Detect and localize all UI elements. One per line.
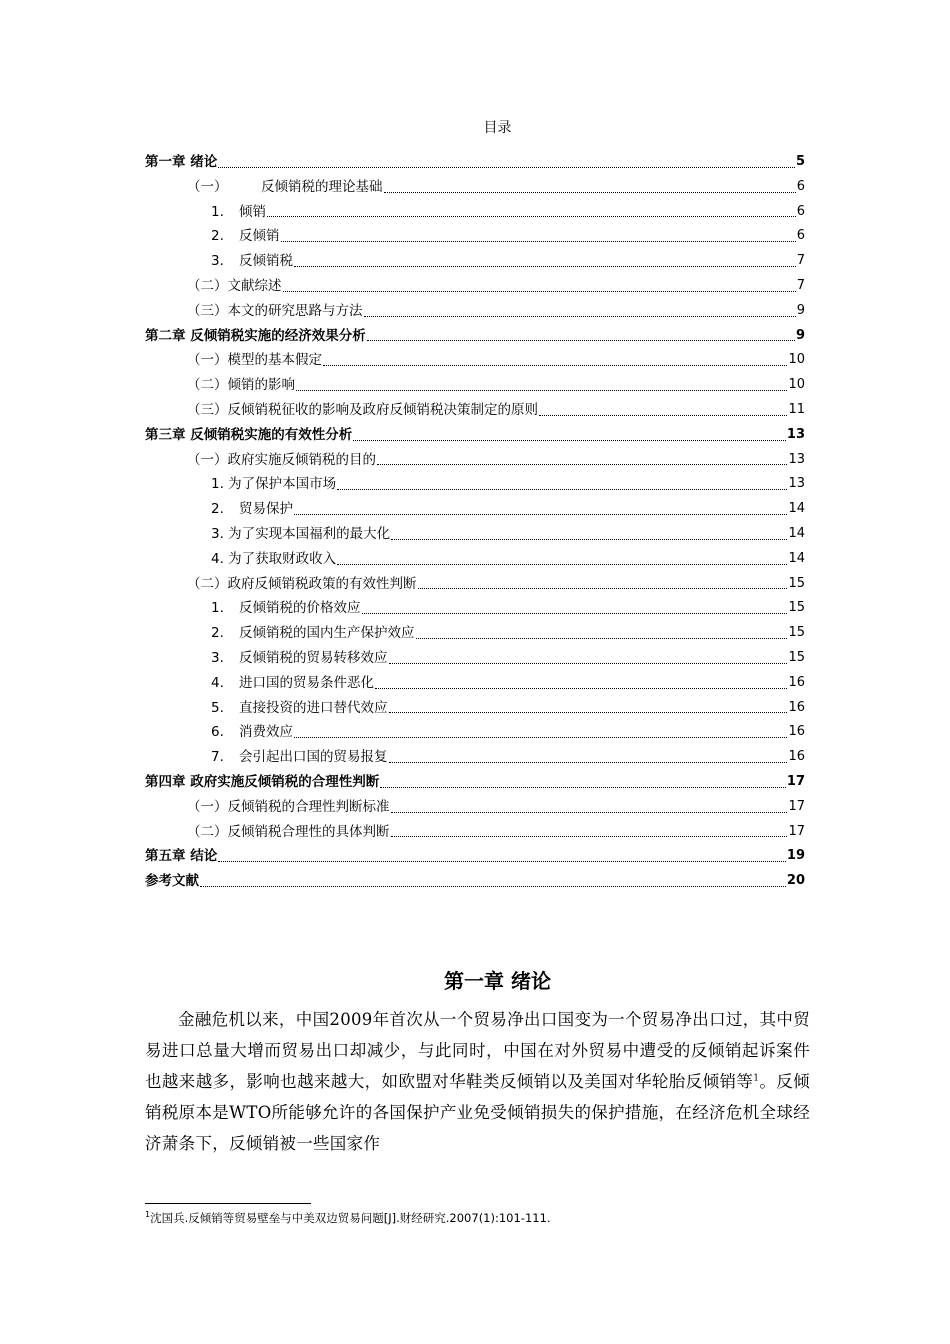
toc-entry-label: 第五章 结论 <box>145 848 218 865</box>
toc-entry-section[interactable] <box>145 398 805 423</box>
toc-entry-label: 第四章 政府实施反倾销税的合理性判断 <box>145 773 380 790</box>
toc-leader-dots <box>375 688 787 689</box>
toc-leader-dots <box>294 737 787 738</box>
toc-entry-subsection[interactable] <box>145 720 805 745</box>
toc-page-number: 7 <box>796 253 805 269</box>
toc-entry-number: 5. <box>211 699 224 716</box>
toc-page-number: 13 <box>788 476 805 492</box>
toc-entry-subsection[interactable] <box>145 596 805 621</box>
toc-leader-dots <box>200 886 786 887</box>
toc-entry-subsection[interactable] <box>145 249 805 274</box>
toc-entry-number: 3. <box>211 253 224 270</box>
toc-leader-dots <box>218 167 795 168</box>
footnote-separator <box>145 1203 311 1204</box>
toc-page-number: 17 <box>788 823 805 839</box>
toc-entry-number: 3. <box>211 649 224 666</box>
toc-page-number: 15 <box>788 625 805 641</box>
toc-leader-dots <box>377 464 787 465</box>
toc-leader-dots <box>391 812 788 813</box>
toc-page-number: 6 <box>796 178 805 194</box>
toc-leader-dots <box>353 440 786 441</box>
chapter-heading: 第一章 绪论 <box>444 969 551 993</box>
toc-page-number: 7 <box>796 277 805 293</box>
footnote-text: 沈国兵.反倾销等贸易壁垒与中美双边贸易问题[J].财经研究.2007(1):101-111. <box>150 1211 551 1225</box>
toc-page-number: 15 <box>788 649 805 665</box>
toc-entry-label: （二）倾销的影响 <box>187 377 295 394</box>
toc-page-number: 13 <box>786 426 805 442</box>
toc-entry-label: 参考文献 <box>145 873 199 890</box>
toc-entry-label: 反倾销税 <box>239 253 293 270</box>
toc-page-number: 9 <box>795 327 805 343</box>
toc-entry-section[interactable] <box>145 175 805 200</box>
footnote-reference[interactable]: 1 <box>753 1073 760 1084</box>
toc-leader-dots <box>294 266 796 267</box>
toc-leader-dots <box>281 241 796 242</box>
toc-page-number: 17 <box>786 773 805 789</box>
toc-entry-label: 1. 为了保护本国市场 <box>211 476 337 493</box>
toc-page-number: 16 <box>788 724 805 740</box>
toc-entry-chapter-1[interactable] <box>145 150 805 175</box>
toc-entry-subsection[interactable] <box>145 745 805 770</box>
toc-entry-label: 第三章 反倾销税实施的有效性分析 <box>145 426 353 443</box>
toc-entry-label: 进口国的贸易条件恶化 <box>239 674 374 691</box>
toc-entry-section[interactable] <box>145 299 805 324</box>
toc-entry-label: 会引起出口国的贸易报复 <box>239 749 388 766</box>
toc-leader-dots <box>337 489 787 490</box>
toc-page-number: 14 <box>788 550 805 566</box>
toc-leader-dots <box>364 316 796 317</box>
toc-entry-label: 3. 为了实现本国福利的最大化 <box>211 525 391 542</box>
toc-page-number: 11 <box>788 401 805 417</box>
toc-leader-dots <box>384 192 796 193</box>
toc-leader-dots <box>323 365 787 366</box>
toc-leader-dots <box>380 787 786 788</box>
toc-page-number: 15 <box>788 575 805 591</box>
toc-entry-subsection[interactable] <box>145 696 805 721</box>
toc-entry-section[interactable] <box>145 572 805 597</box>
toc-leader-dots <box>416 638 788 639</box>
footnote-marker: 1 <box>145 1210 151 1220</box>
toc-entry-number: 6. <box>211 724 224 741</box>
toc-entry-label: 反倾销税的贸易转移效应 <box>239 649 388 666</box>
toc-leader-dots <box>389 762 788 763</box>
toc-entry-section[interactable] <box>145 448 805 473</box>
toc-entry-label: 反倾销 <box>239 228 280 245</box>
toc-leader-dots <box>337 564 787 565</box>
toc-entry-subsection[interactable] <box>145 621 805 646</box>
toc-leader-dots <box>367 340 795 341</box>
toc-leader-dots <box>218 861 786 862</box>
toc-page-number: 14 <box>788 525 805 541</box>
toc-leader-dots <box>267 216 796 217</box>
toc-leader-dots <box>389 663 788 664</box>
toc-page-number: 6 <box>796 228 805 244</box>
toc-leader-dots <box>391 539 787 540</box>
toc-entry-label: （一）政府实施反倾销税的目的 <box>187 451 376 468</box>
toc-entry-section[interactable] <box>145 820 805 845</box>
paragraph-text: 金融危机以来，中国2009年首次从一个贸易净出口国变为一个贸易净出口过，其中贸易进口总量大增而贸易出口却减少，与此同时，中国在对外贸易中遭受的反倾销起诉案件也越来越多，影响也越来越大，如欧盟对华鞋类反倾销以及美国对华轮胎反倾销等 <box>145 1010 810 1091</box>
toc-entry-references[interactable] <box>145 869 805 894</box>
toc-page-number: 16 <box>788 674 805 690</box>
toc-entry-number: 1. <box>211 203 224 220</box>
toc-leader-dots <box>362 613 788 614</box>
toc-entry-number: 2. <box>211 228 224 245</box>
toc-entry-label: （三）本文的研究思路与方法 <box>187 302 363 319</box>
toc-entry-label: （一） <box>187 178 228 195</box>
toc-entry-subsection[interactable] <box>145 224 805 249</box>
toc-entry-subsection[interactable] <box>145 646 805 671</box>
toc-entry-label: 贸易保护 <box>239 501 293 518</box>
toc-title: 目录 <box>483 120 512 136</box>
toc-page-number: 9 <box>796 302 805 318</box>
toc-entry-section[interactable] <box>145 795 805 820</box>
toc-leader-dots <box>283 291 796 292</box>
toc-entry-label: 4. 为了获取财政收入 <box>211 550 337 567</box>
table-of-contents <box>145 150 805 894</box>
toc-entry-label: （二）文献综述 <box>187 277 282 294</box>
toc-leader-dots <box>389 712 788 713</box>
toc-entry-subsection[interactable] <box>145 497 805 522</box>
toc-entry-section[interactable] <box>145 373 805 398</box>
paragraph-text: 。反倾销税原本是WTO所能够允许的各国保护产业免受倾销损失的保护措施，在经济危机全球经济萧条下，反倾销被一些国家作 <box>145 1072 810 1153</box>
toc-entry-subsection[interactable] <box>145 522 805 547</box>
toc-page-number: 10 <box>788 352 805 368</box>
toc-entry-number: 2. <box>211 501 224 518</box>
toc-entry-label: 倾销 <box>239 203 266 220</box>
toc-page-number: 17 <box>788 798 805 814</box>
toc-entry-subsection[interactable] <box>145 547 805 572</box>
toc-entry-subsection[interactable] <box>145 200 805 225</box>
toc-entry-label: 直接投资的进口替代效应 <box>239 699 388 716</box>
toc-entry-chapter-4[interactable] <box>145 770 805 795</box>
toc-entry-label: 第二章 反倾销税实施的经济效果分析 <box>145 327 366 344</box>
toc-entry-label: 反倾销税的国内生产保护效应 <box>239 625 415 642</box>
toc-page-number: 10 <box>788 377 805 393</box>
toc-entry-chapter-2[interactable] <box>145 324 805 349</box>
toc-entry-label: 第一章 绪论 <box>145 154 218 170</box>
toc-leader-dots <box>391 836 788 837</box>
toc-page-number: 13 <box>788 451 805 467</box>
toc-page-number: 16 <box>788 699 805 715</box>
toc-entry-number: 4. <box>211 674 224 691</box>
toc-entry-section[interactable] <box>145 274 805 299</box>
toc-page-number: 14 <box>788 501 805 517</box>
toc-entry-number: 7. <box>211 749 224 766</box>
toc-page-number: 16 <box>788 749 805 765</box>
toc-entry-label: （一）反倾销税的合理性判断标准 <box>187 798 390 815</box>
toc-page-number: 19 <box>786 848 805 864</box>
toc-page-number: 6 <box>796 203 805 219</box>
toc-page-number: 20 <box>786 873 805 889</box>
toc-page-number: 5 <box>795 154 805 169</box>
toc-entry-label: （三）反倾销税征收的影响及政府反倾销税决策制定的原则 <box>187 401 538 418</box>
toc-entry-label: （二）政府反倾销税政策的有效性判断 <box>187 575 417 592</box>
toc-entry-chapter-5[interactable] <box>145 844 805 869</box>
toc-entry-label: 反倾销税的价格效应 <box>239 600 361 617</box>
toc-entry-subsection[interactable] <box>145 472 805 497</box>
toc-entry-subsection[interactable] <box>145 671 805 696</box>
toc-leader-dots <box>296 390 787 391</box>
body-paragraph <box>145 1004 810 1159</box>
toc-entry-label: （二）反倾销税合理性的具体判断 <box>187 823 390 840</box>
toc-leader-dots <box>418 588 788 589</box>
toc-entry-label: （一）模型的基本假定 <box>187 352 322 369</box>
toc-entry-section[interactable] <box>145 348 805 373</box>
toc-entry-chapter-3[interactable] <box>145 423 805 448</box>
toc-leader-dots <box>539 415 787 416</box>
toc-entry-label: 反倾销税的理论基础 <box>261 178 383 195</box>
toc-leader-dots <box>294 514 787 515</box>
footnote <box>145 1210 551 1226</box>
toc-page-number: 15 <box>788 600 805 616</box>
toc-entry-label: 消费效应 <box>239 724 293 741</box>
toc-entry-number: 1. <box>211 600 224 617</box>
toc-entry-number: 2. <box>211 625 224 642</box>
